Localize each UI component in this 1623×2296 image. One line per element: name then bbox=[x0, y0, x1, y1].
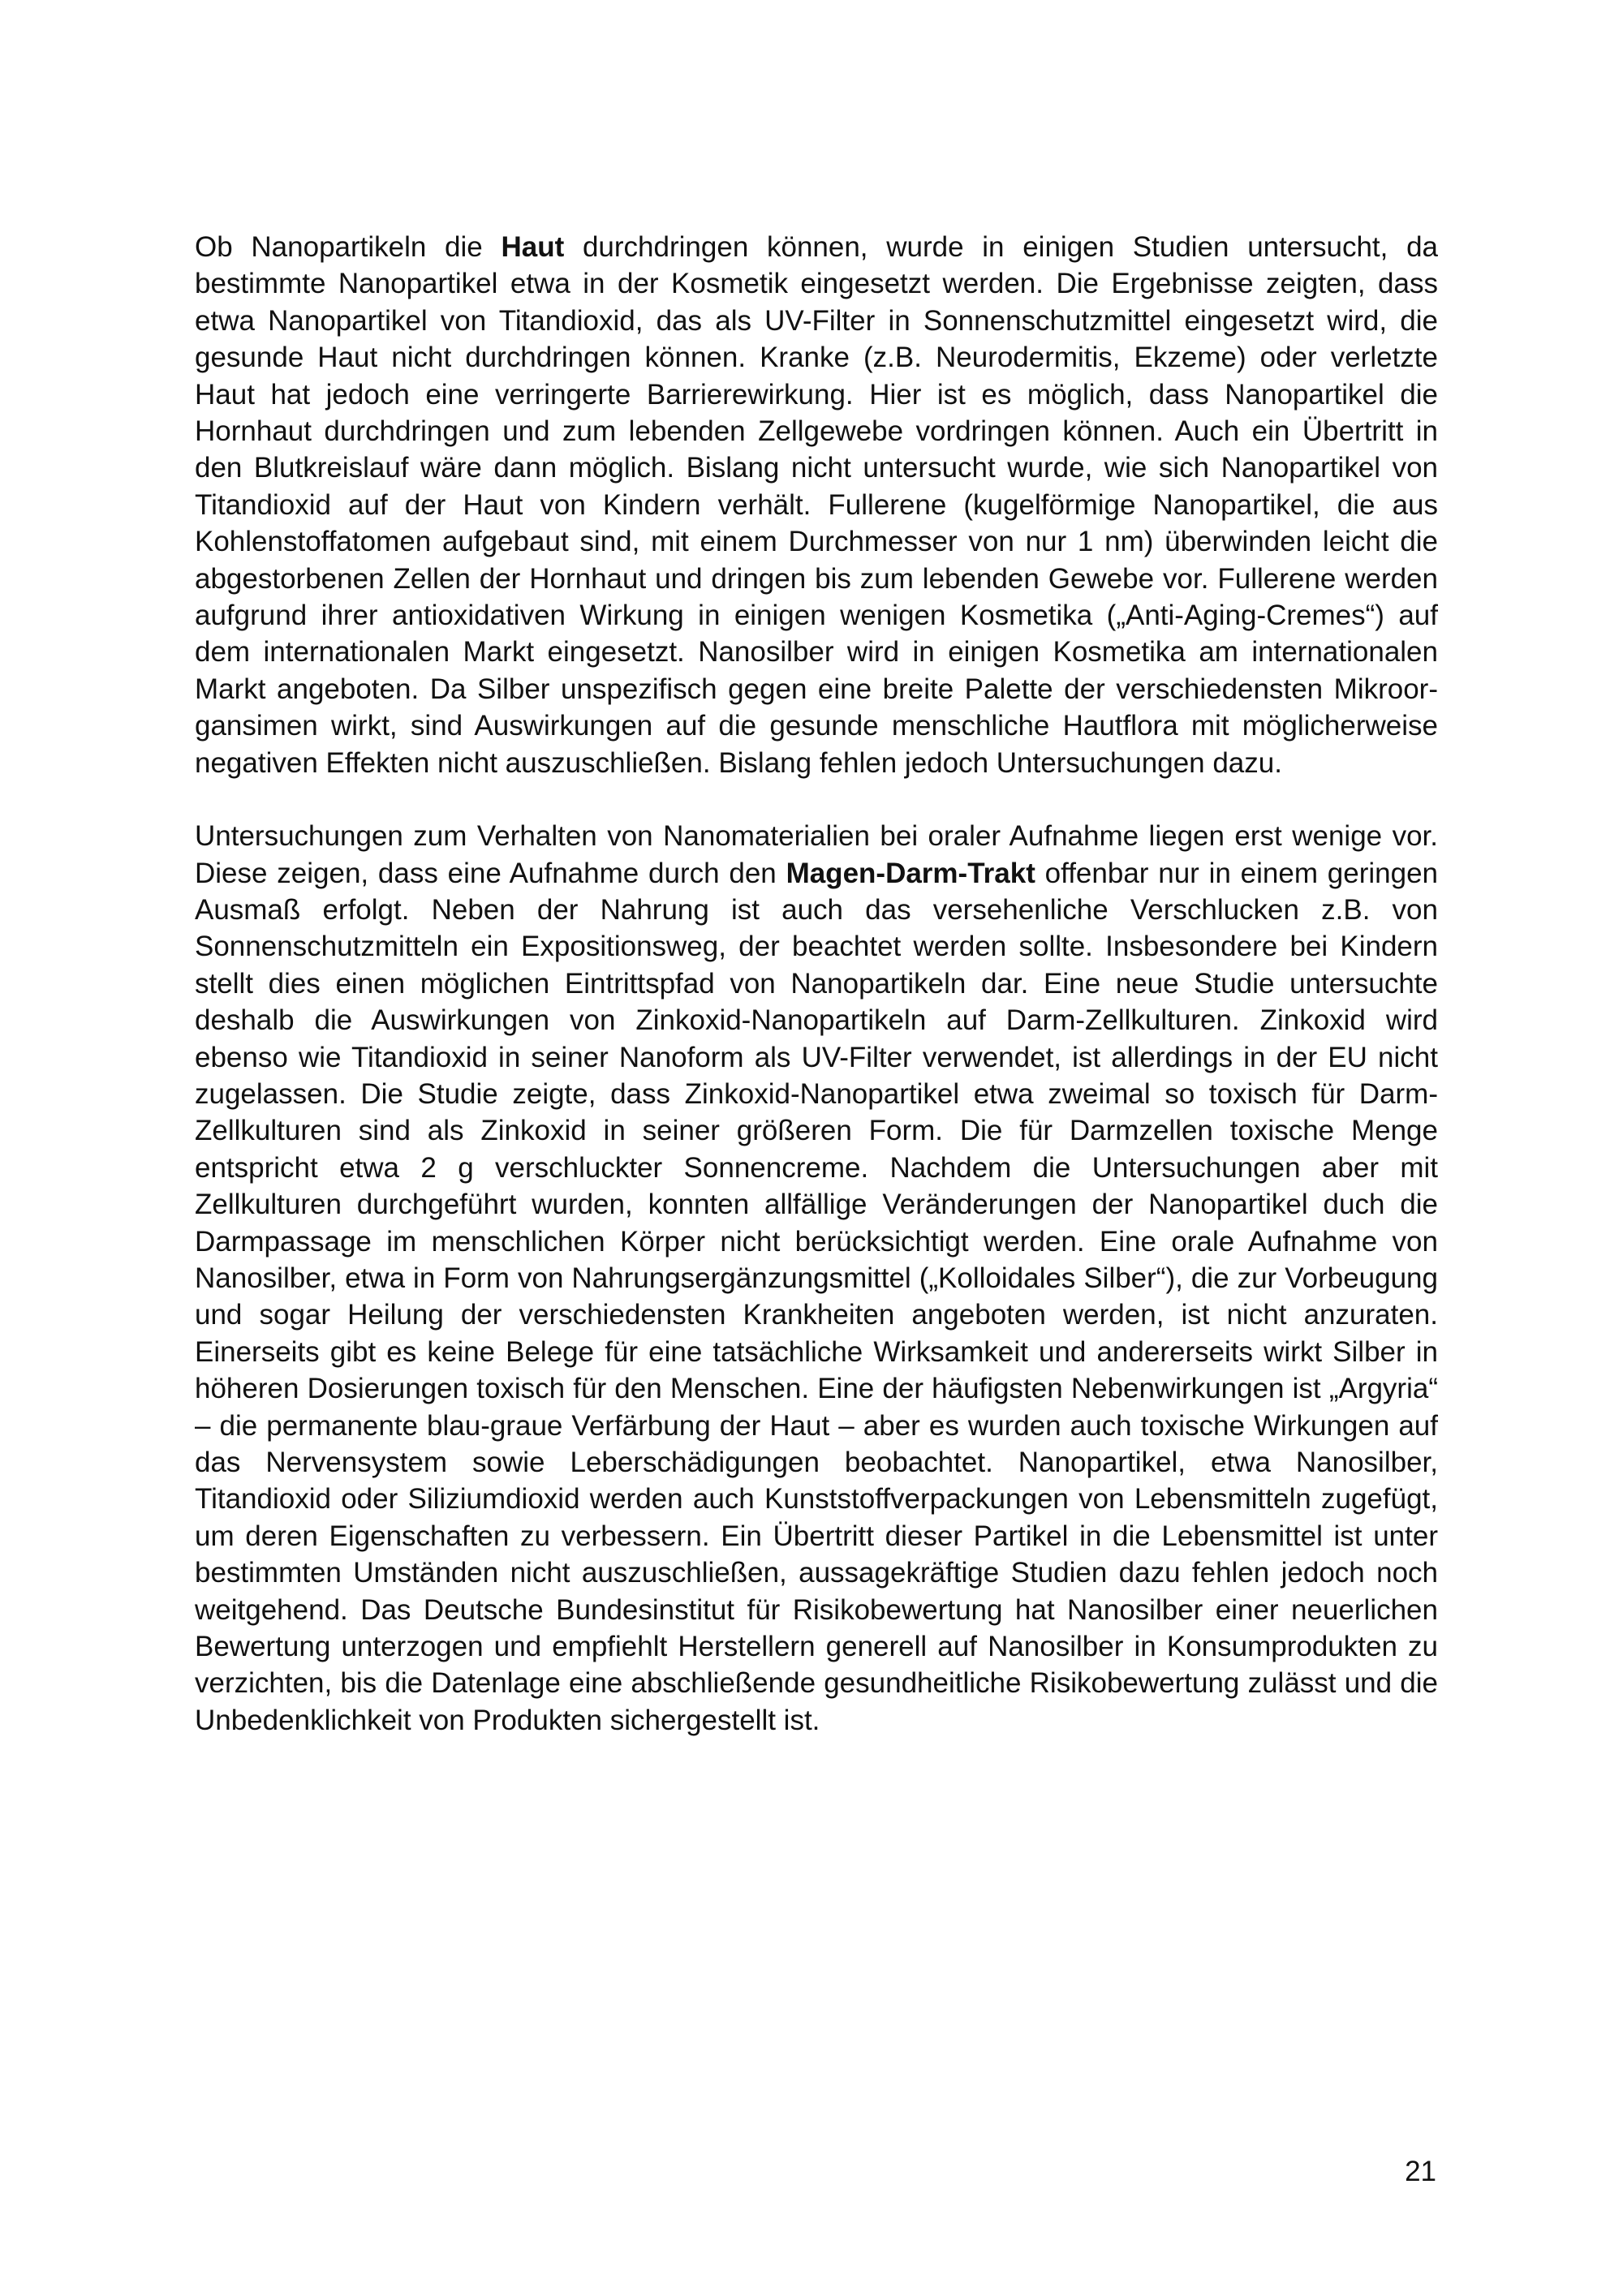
paragraph-skin-penetration bbox=[195, 229, 1438, 781]
keyword-magen-darm-trakt: Magen-Darm-Trakt bbox=[786, 857, 1035, 889]
paragraph-text: Untersuchungen zum Verhalten von Nanomaterialien bei oraler Aufnahme liegen erst wenige vor. Diese zeigen, dass eine Aufnahme durch den bbox=[195, 820, 1438, 889]
page-number: 21 bbox=[1405, 2156, 1436, 2187]
paragraph-text: Ob Nanopartikeln die bbox=[195, 231, 502, 263]
paragraph-text: offenbar nur in einem geringen Ausmaß erfolgt. Neben der Nahrung ist auch das versehenliche Verschlucken z.B. von Sonnenschutzmitteln ein Expositionsweg, der beachtet werden sollte. Insbesondere bei Kindern stellt dies einen möglichen Eintrittspfad von Nanopartikeln dar. Eine neue Studie untersuchte deshalb die Auswirkungen von Zinkoxid-Nanopartikeln auf Darm-Zellkulturen. Zinkoxid wird ebenso wie Titandioxid in seiner Nanoform als UV-Filter verwendet, ist allerdings in der EU nicht zugelassen. Die Studie zeigte, dass Zinkoxid-Nanopartikel etwa zweimal so toxisch für Darm-Zellkulturen sind als Zinkoxid in seiner größeren Form. Die für Darmzellen toxische Menge entspricht etwa 2 g verschluckter Sonnencreme. Nachdem die Untersuchungen aber mit Zellkulturen durchgeführt wurden, konnten allfällige Veränderungen der Nanopartikel duch die Darmpassage im menschlichen Körper nicht berücksichtigt werden. Eine orale Aufnahme von Nanosilber, etwa in Form von Nahrungsergänzungsmittel („Kolloidales Silber“), die zur Vorbeugung und sogar Heilung der verschiedensten Krankheiten angeboten werden, ist nicht anzuraten. Einerseits gibt es keine Belege für eine tatsächliche Wirksamkeit und andererseits wirkt Silber in höheren Dosierungen toxisch für den Menschen. Eine der häufigsten Nebenwirkungen ist „Argyria“ – die permanente blau-graue Verfärbung der Haut – aber es wurden auch toxische Wirkungen auf das Nervensystem sowie Leberschädigungen beobachtet. Nanopartikel, etwa Nanosilber, Titandioxid oder Siliziumdioxid werden auch Kunststoffverpackungen von Lebensmitteln zugefügt, um deren Eigenschaften zu verbessern. Ein Übertritt dieser Partikel in die Lebensmittel ist unter bestimmten Umständen nicht auszuschließen, aussagekräftige Studien dazu fehlen jedoch noch weitgehend. Das Deutsche Bundesinstitut für Risikobewertung hat Nanosilber einer neuerlichen Bewertung unterzogen und empfiehlt Herstellern generell auf Nanosilber in Konsumprodukten zu verzichten, bis die Datenlage eine abschließende gesundheitliche Risikobewertung zulässt und die Unbedenklichkeit von Produkten sichergestellt ist. bbox=[195, 857, 1438, 1736]
paragraph-oral-intake bbox=[195, 818, 1438, 1739]
keyword-haut: Haut bbox=[501, 231, 565, 263]
document-body bbox=[195, 229, 1438, 1739]
paragraph-text: durchdringen können, wurde in einigen Studien untersucht, da bestimmte Nanopartikel etwa in der Kosmetik eingesetzt werden. Die Ergebnisse zeigten, dass etwa Nanopartikel von Titandioxid, das als UV-Filter in Sonnenschutzmittel eingesetzt wird, die gesunde Haut nicht durchdringen können. Kranke (z.B. Neurodermitis, Ekzeme) oder verletzte Haut hat jedoch eine verringerte Barrierewirkung. Hier ist es möglich, dass Nanopartikel die Hornhaut durchdringen und zum lebenden Zellgewebe vordringen können. Auch ein Übertritt in den Blutkreislauf wäre dann möglich. Bislang nicht untersucht wurde, wie sich Nanopartikel von Titandioxid auf der Haut von Kindern verhält. Fullerene (kugelförmige Nanopartikel, die aus Kohlenstoffatomen aufgebaut sind, mit einem Durchmesser von nur 1 nm) überwinden leicht die abgestorbenen Zellen der Hornhaut und dringen bis zum lebenden Gewebe vor. Fullerene werden aufgrund ihrer antioxidativen Wirkung in einigen wenigen Kosmetika („Anti-Aging-Cremes“) auf dem internationalen Markt eingesetzt. Nanosilber wird in einigen Kosmetika am internationalen Markt angeboten. Da Silber unspezifisch gegen eine breite Palette der verschiedensten Mikroorgansimen wirkt, sind Auswirkungen auf die gesunde menschliche Hautflora mit möglicherweise negativen Effekten nicht auszuschließen. Bislang fehlen jedoch Untersuchungen dazu. bbox=[195, 231, 1438, 779]
